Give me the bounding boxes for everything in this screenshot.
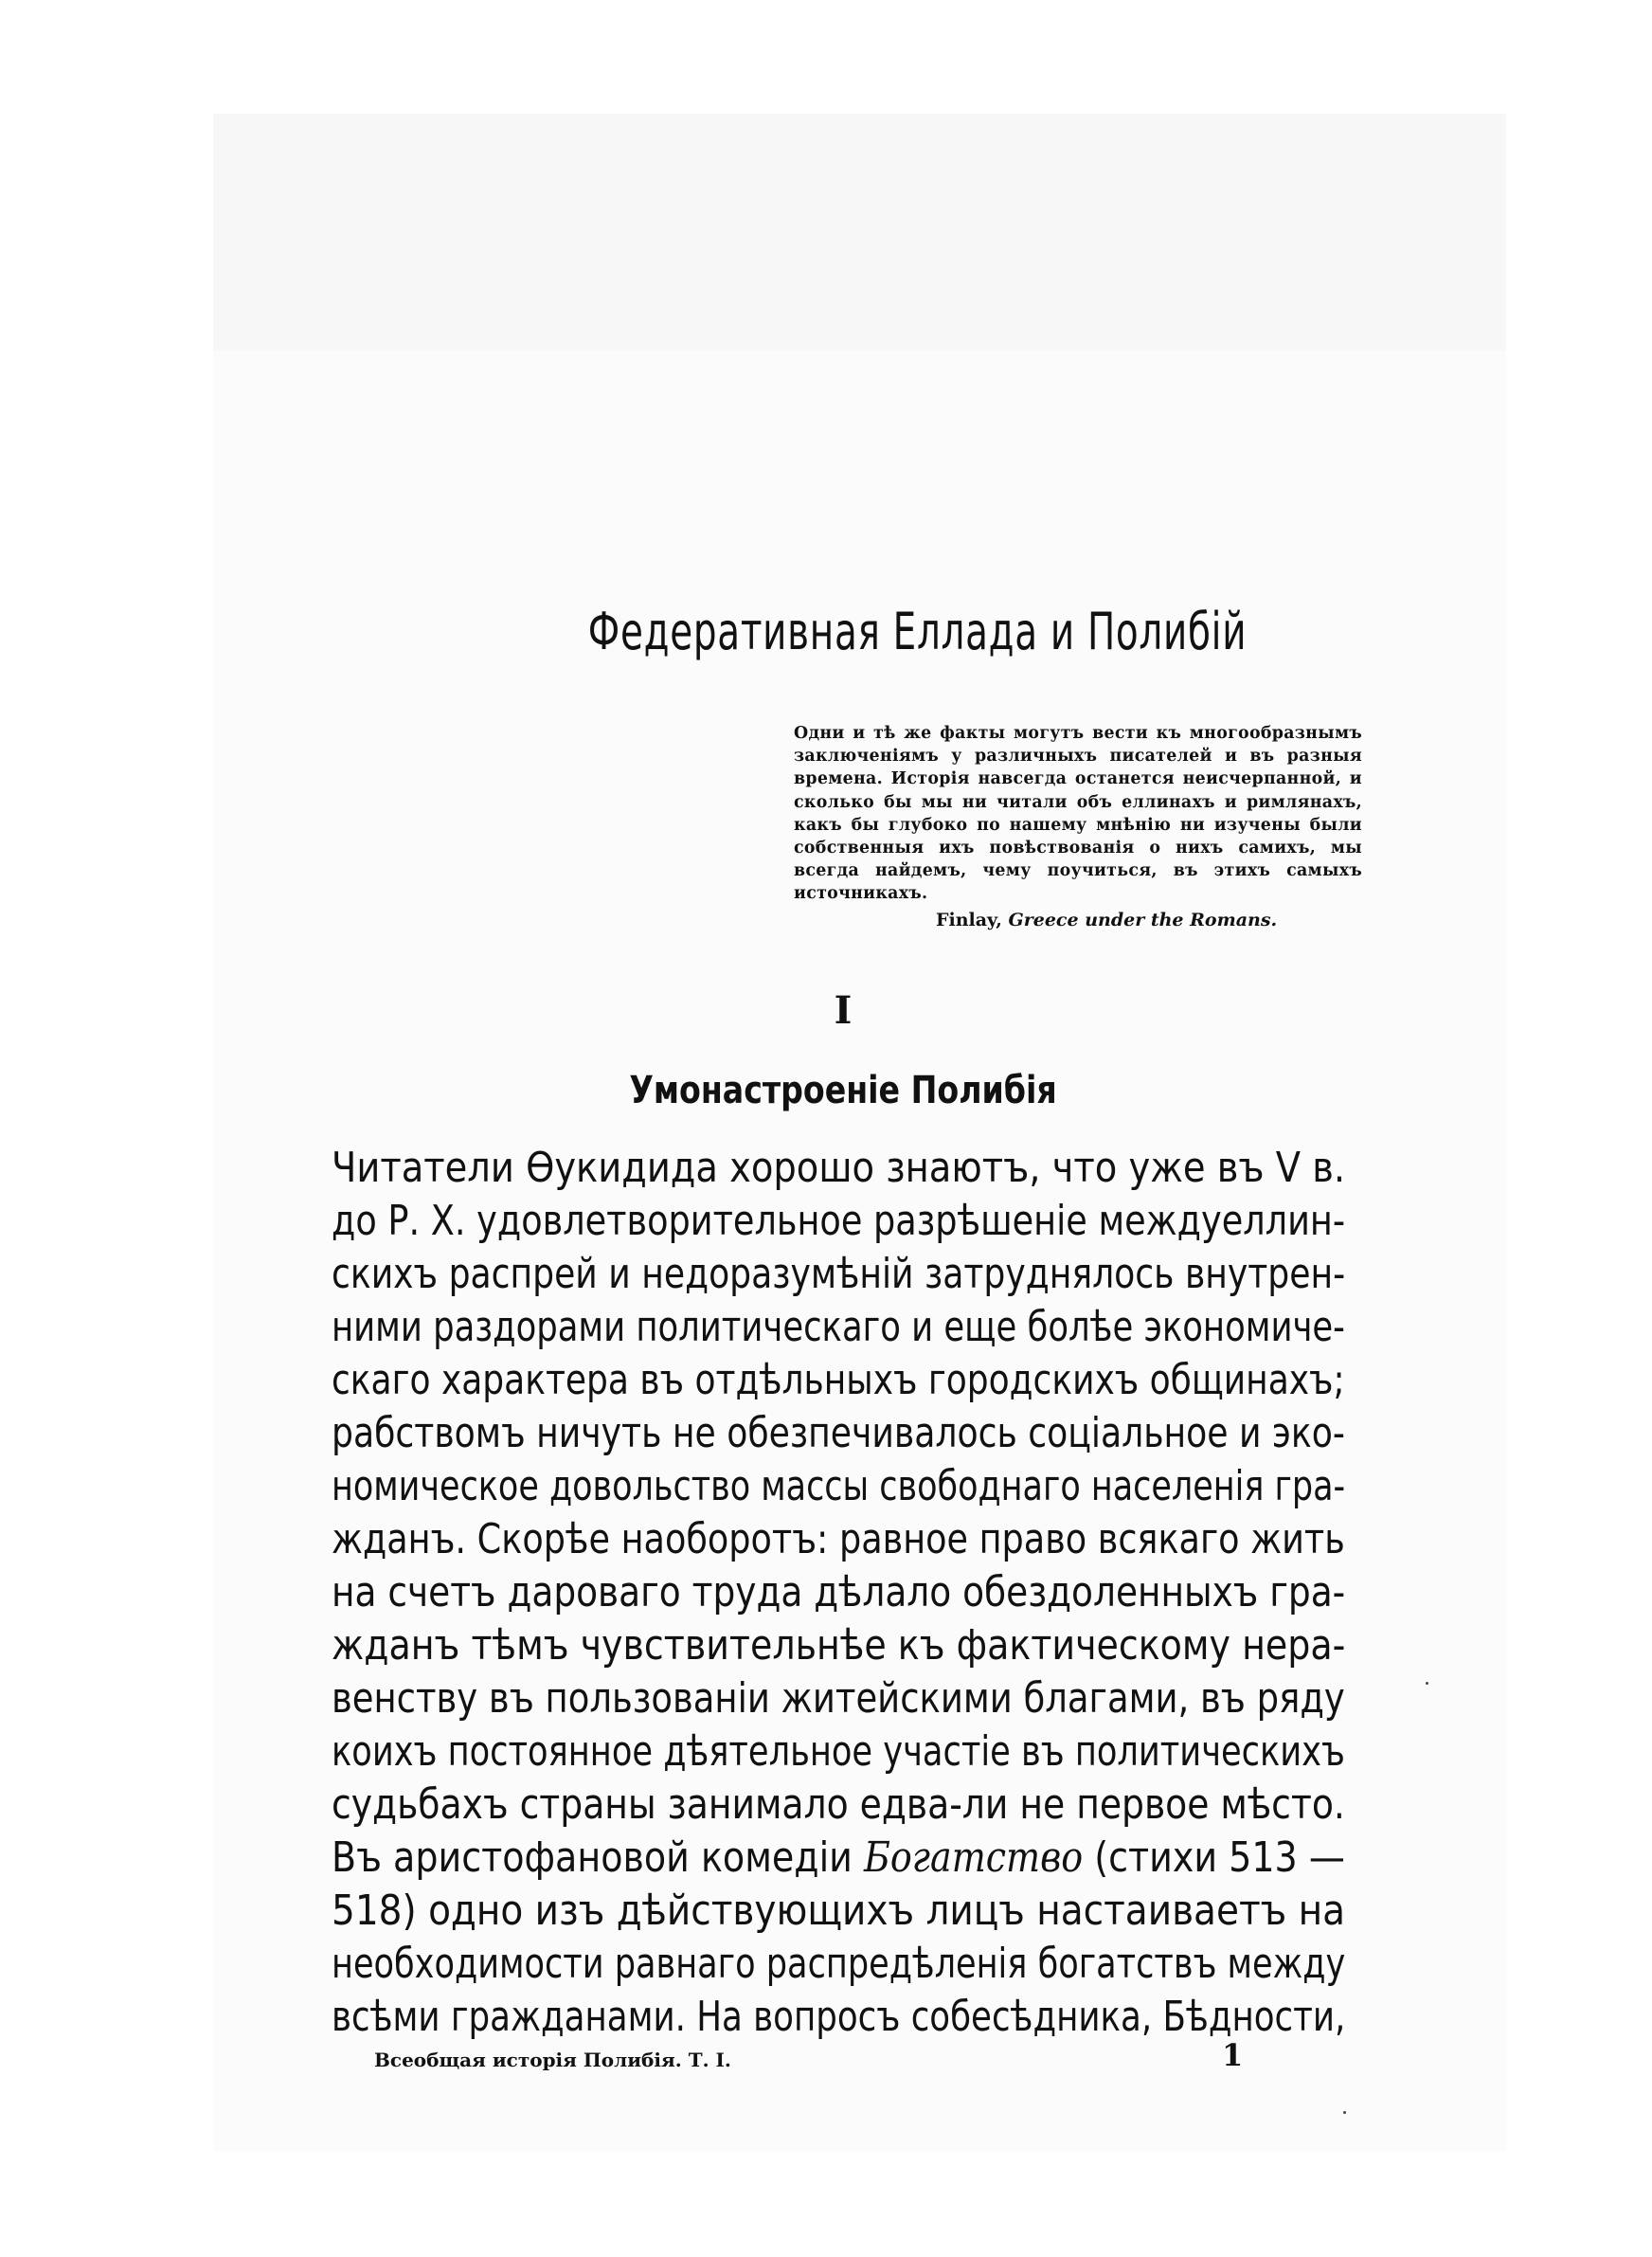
epigraph-author: Finlay,: [936, 909, 1002, 930]
body-line: коихъ постоянное дѣятельное участіе въ политическихъ: [332, 1727, 1345, 1776]
footer-signature: Всеобщая исторія Полибія. Т. I.: [374, 2049, 731, 2071]
epigraph-work: Greece under the Romans.: [1008, 909, 1278, 930]
body-line: ними раздорами политическаго и еще болѣе экономиче-: [332, 1303, 1345, 1351]
body-line: венству въ пользованіи житейскими благами, въ ряду: [332, 1674, 1345, 1723]
body-line: 518) одно изъ дѣйствующихъ лицъ настаиваетъ на: [332, 1887, 1346, 1935]
body-line: до Р. Х. удовлетворительное разрѣшеніе междуеллин-: [332, 1197, 1346, 1245]
body-line: рабствомъ ничуть не обезпечивалось соціальное и эко-: [332, 1409, 1345, 1457]
section-number: I: [834, 988, 853, 1033]
body-line: скаго характера въ отдѣльныхъ городскихъ общинахъ;: [332, 1356, 1345, 1404]
body-line: всѣми гражданами. На вопросъ собесѣдника, Бѣдности,: [332, 1993, 1346, 2041]
body-line: жданъ тѣмъ чувствительнѣе къ фактическому нера-: [332, 1621, 1346, 1670]
body-line: скихъ распрей и недоразумѣній затруднялось внутрен-: [332, 1250, 1346, 1298]
page-number: 1: [1222, 2037, 1244, 2073]
epigraph-attribution: [936, 908, 1362, 932]
scan-background-top: [213, 114, 1506, 351]
body-text: [332, 1142, 1345, 2044]
body-line: судьбахъ страны занимало едва-ли не первое мѣсто.: [332, 1780, 1345, 1829]
scan-speck: [1426, 1682, 1428, 1685]
work-title: Богатство: [863, 1833, 1084, 1882]
page-title: Федеративная Еллада и Полибій: [587, 602, 1248, 661]
epigraph: [794, 722, 1362, 932]
section-title: Умонастроеніе Полибія: [629, 1069, 1057, 1112]
body-line: необходимости равнаго распредѣленія богатствъ между: [332, 1940, 1346, 1988]
body-line: жданъ. Скорѣе наоборотъ: равное право всякаго жить: [332, 1515, 1345, 1563]
scan-speck: [1343, 2111, 1346, 2114]
body-line-part: Въ аристофановой комедіи: [332, 1833, 864, 1882]
body-line: на счетъ дароваго труда дѣлало обездоленныхъ гра-: [332, 1568, 1346, 1616]
body-line: Читатели Өукидида хорошо знаютъ, что уже въ V в.: [332, 1144, 1346, 1192]
body-line-part: (стихи 513 —: [1083, 1833, 1345, 1882]
body-line: номическое довольство массы свободнаго населенія гра-: [332, 1462, 1346, 1510]
epigraph-text: Одни и тѣ же факты могутъ вести къ многообразнымъ заключеніямъ у различныхъ писателей и въ разныя времена. Исторія навсегда останется неисчерпанной, и сколько бы мы ни читали объ еллинахъ и римлянахъ, какъ бы глубоко по нашему мнѣнію ни изучены были собственныя ихъ повѣствованія о нихъ самихъ, мы всегда найдемъ, чему поучиться, въ этихъ самыхъ источникахъ.: [794, 724, 1362, 904]
body-line-with-title: [332, 1832, 1345, 1885]
